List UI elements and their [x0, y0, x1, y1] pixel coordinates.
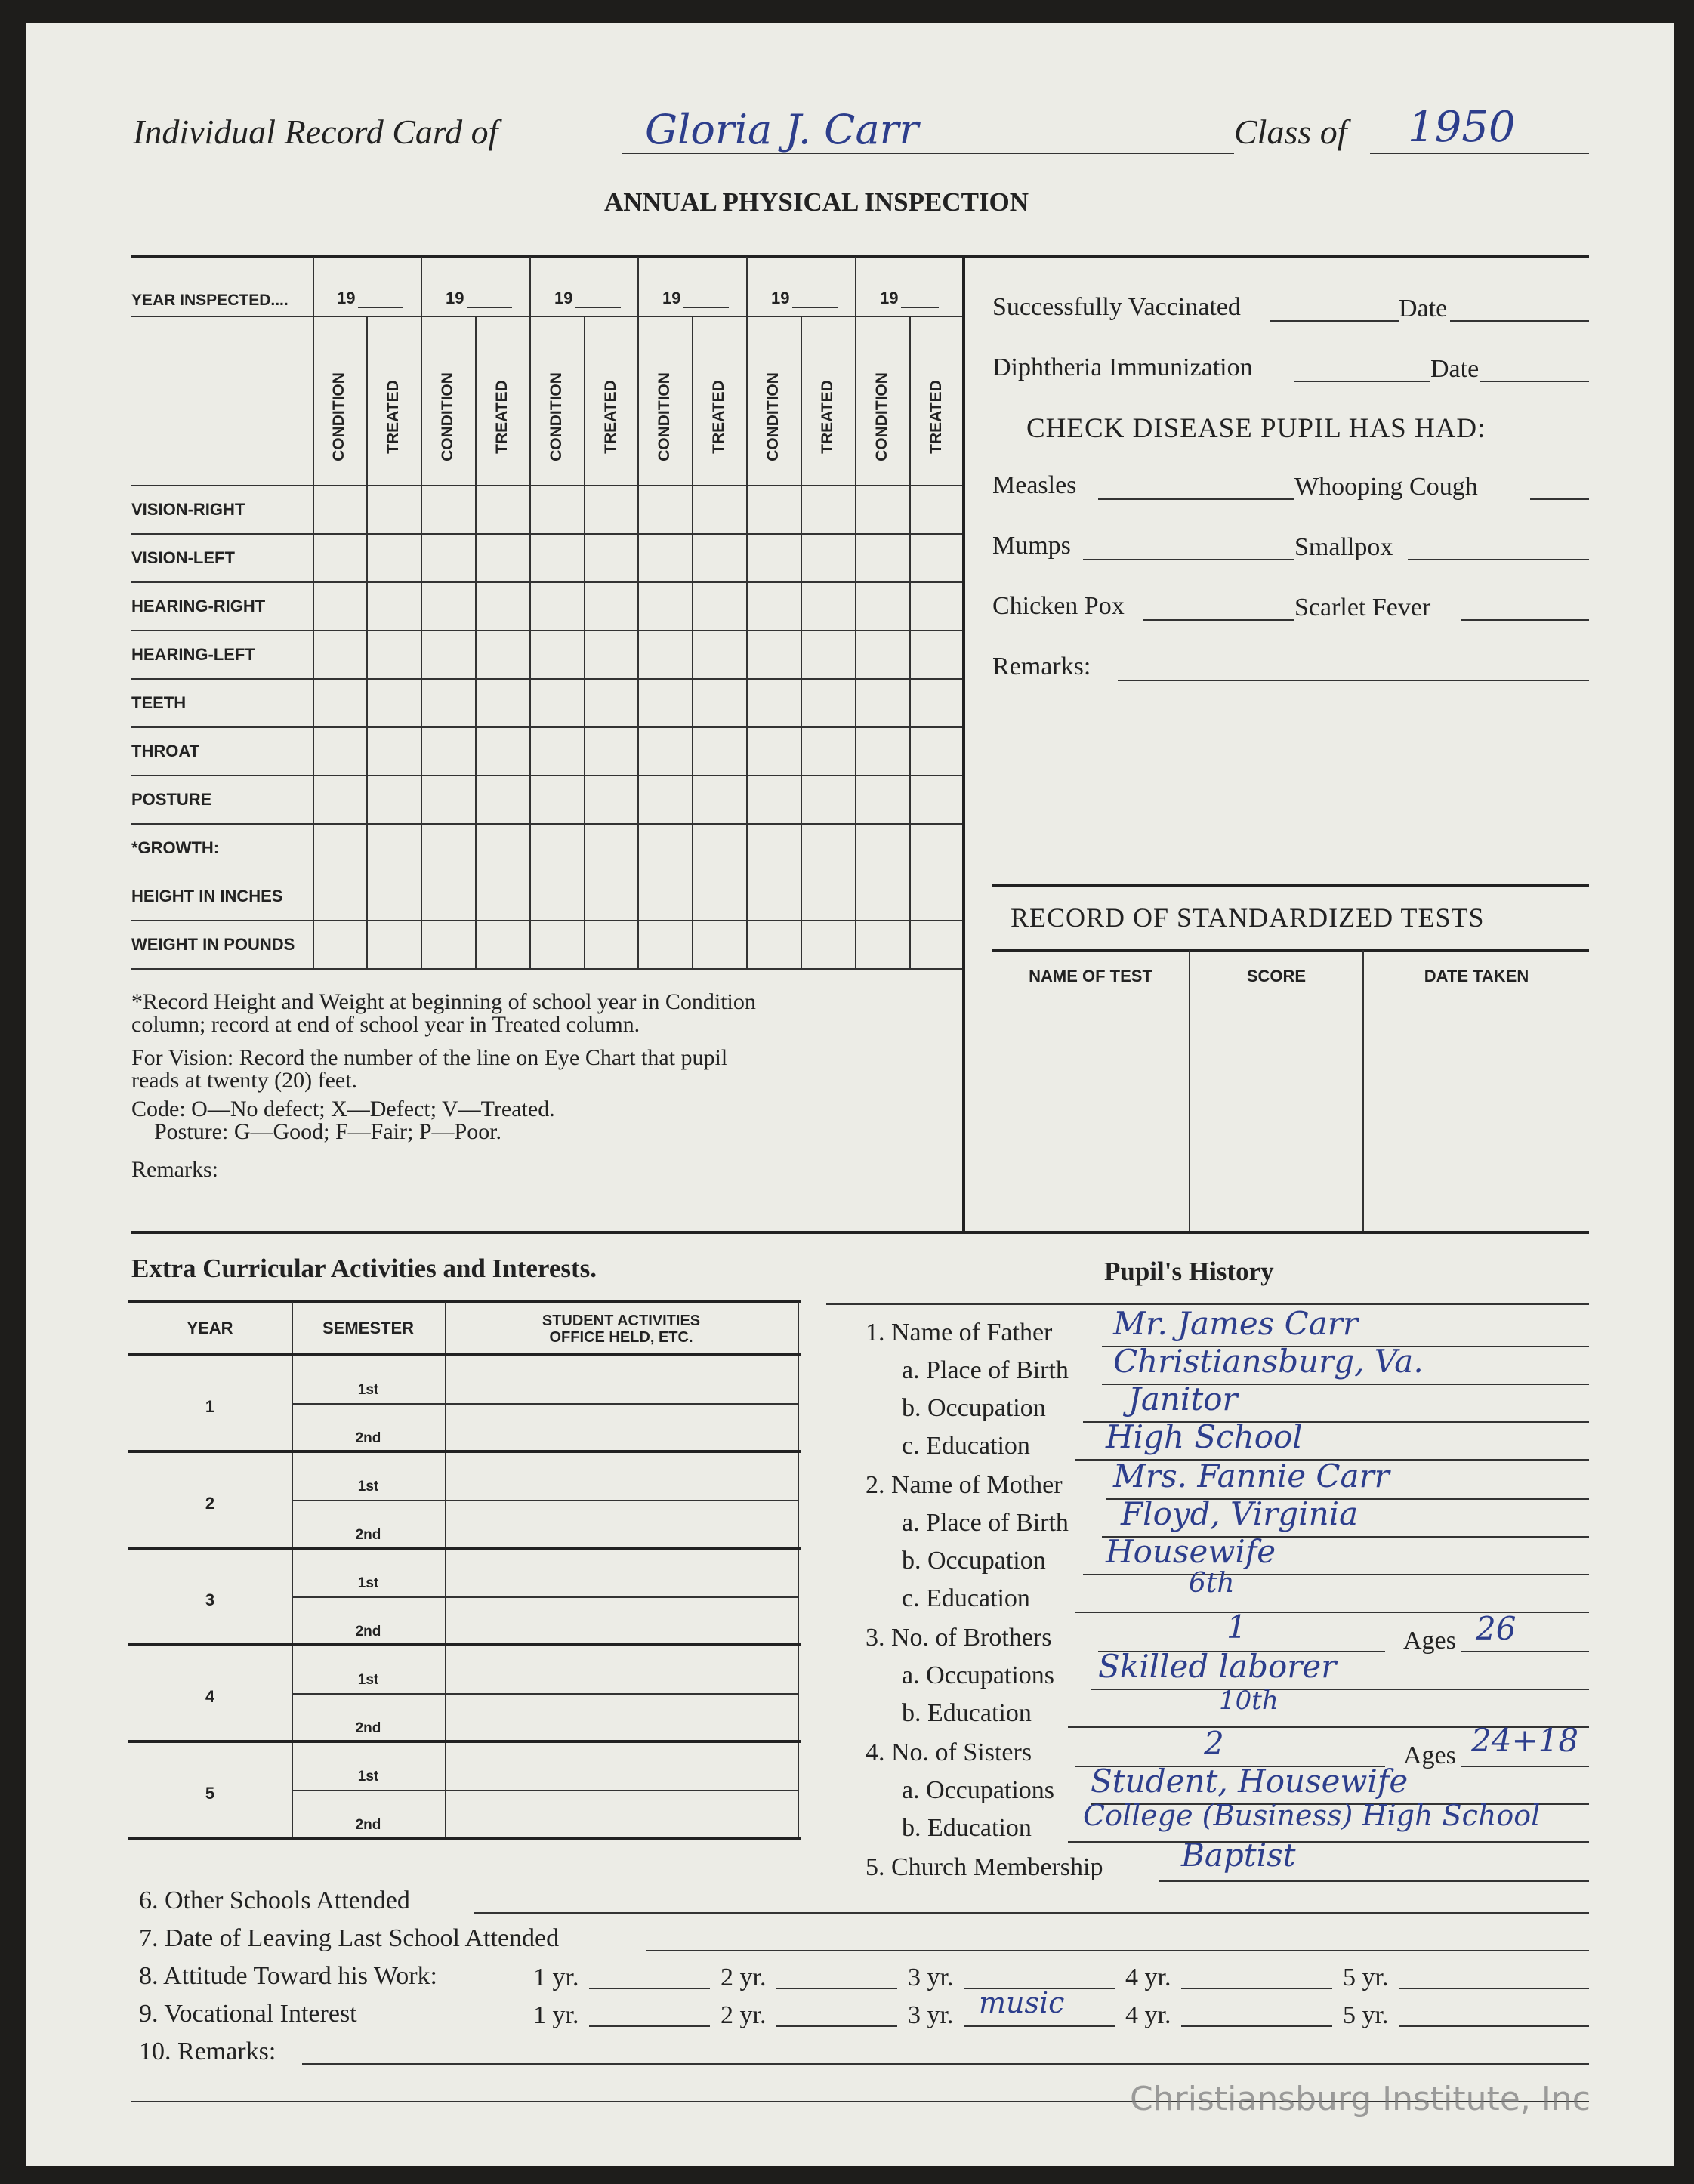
col-treated-3: TREATED: [602, 380, 619, 454]
year-3: 19: [554, 288, 573, 307]
year-row-line: [131, 316, 962, 317]
mother-occ-value: Housewife: [1106, 1533, 1276, 1570]
tests-col-name: NAME OF TEST: [1029, 967, 1152, 986]
check-disease-heading: CHECK DISEASE PUPIL HAS HAD:: [1026, 413, 1486, 444]
row-height: HEIGHT IN INCHES: [131, 887, 283, 905]
note-line-3: For Vision: Record the number of the line on Eye Chart that pupil: [131, 1045, 728, 1070]
brothers-ages-value: 26: [1476, 1610, 1517, 1647]
leaving-label: 7. Date of Leaving Last School Attended: [139, 1924, 560, 1952]
note-line-4: reads at twenty (20) feet.: [131, 1068, 358, 1093]
col-condition-3: CONDITION: [548, 372, 565, 461]
col-treated-1: TREATED: [384, 380, 402, 454]
col-condition-5: CONDITION: [764, 372, 782, 461]
disease-chicken-pox: Chicken Pox: [992, 592, 1125, 620]
sisters-value: 2: [1204, 1725, 1224, 1762]
father-label: 1. Name of Father: [866, 1319, 1053, 1346]
vaccinated-date-label: Date: [1399, 295, 1448, 322]
mother-label: 2. Name of Mother: [866, 1471, 1063, 1499]
grid-v-7: [692, 317, 693, 968]
sisters-edu-label: b. Education: [902, 1814, 1032, 1842]
class-label: Class of: [1234, 113, 1347, 151]
mother-birth-value: Floyd, Virginia: [1121, 1495, 1359, 1532]
col-condition-4: CONDITION: [656, 372, 673, 461]
disease-measles: Measles: [992, 471, 1077, 499]
sisters-ages-value: 24+18: [1471, 1722, 1579, 1759]
row-teeth: TEETH: [131, 693, 187, 712]
row-hearing-right: HEARING-RIGHT: [131, 597, 266, 615]
brothers-label: 3. No. of Brothers: [866, 1624, 1052, 1652]
brothers-edu-label: b. Education: [902, 1699, 1032, 1727]
grid-v-10: [855, 257, 856, 968]
record-card: Individual Record Card of Gloria J. Carr Class of 1950 ANNUAL PHYSICAL INSPECTION YEAR INSPECTED.... 19 19 19 19 19 19 CONDITION TREATED CONDITION TREATED CONDITION TREATED CONDITION TREATED CONDITION TREATED CONDITION TREATED VISION-RIGHT VISION-LEFT HEARING-RIGHT HEARING-LEFT TEETH THROAT POSTURE *GROWTH: HEIGHT IN INCHES WEIGHT IN POUNDS *Record Height and Weight at beginning of school year in Condition column; record at end of school year in Treated column. For Vision: Record the number of the line on Eye Chart that pupil reads at twenty (20) feet. Code: O—No defect; X—Defect; V—Treated. Posture: G—Good; F—Fair; P—Poor. Remarks: Successfully Vaccinated Date Diphtheria Immunization Date CHECK DISEASE PUPIL HAS HAD: Measles Whooping Cough Mumps Smallpox Chicken Pox Scarlet Fever Remarks: RECORD OF STANDARDIZED TESTS NAME OF TEST SCORE DATE TAKEN Extra Curricular Activities and Interests. YEAR SEMESTER STUDENT ACTIVITIES OFFICE HELD, ETC. 1 1st 2nd 2 1st 2nd 3 1st 2nd 4 1st 2nd 5 1st 2nd Pupil's History 1. Name of Father Mr. James Carr a. Place of Birth Christiansburg, Va. b. Occupation Janitor c. Education High School 2. Name of Mother Mrs. Fannie Carr a. Place of Birth Floyd, Virginia b. Occupation Housewife c. Education 6th 3. No. of Brothers 1 Ages 26 a. Occupations Skilled laborer b. Education 10th 4. No. of Sisters 2 Ages 24+18 a. Occupations Student, Housewife b. Education College (Business) High School 5. Church Membership Baptist 6. Other Schools Attended 7. Date of Leaving Last School Attended 8. Attitude Toward his Work: 1 yr. 2 yr. 3 yr. 4 yr. 5 yr. 9. Vocational Interest 1 yr. 2 yr. 3 yr. music 4 yr. 5 yr. 10. Remarks: Christiansburg Institute, Inc: [26, 23, 1674, 2166]
row-vision-right: VISION-RIGHT: [131, 500, 245, 519]
grid-v-4: [529, 257, 531, 968]
tests-col-date: DATE TAKEN: [1424, 967, 1529, 986]
extra-col-activities-1: STUDENT ACTIVITIES: [542, 1313, 701, 1329]
header-row-line: [131, 485, 962, 486]
year-4: 19: [662, 288, 681, 307]
extra-col-activities-2: OFFICE HELD, ETC.: [549, 1329, 693, 1346]
col-condition-1: CONDITION: [330, 372, 347, 461]
col-treated-4: TREATED: [710, 380, 727, 454]
diphtheria-label: Diphtheria Immunization: [992, 353, 1253, 381]
extra-year-1: 1: [205, 1397, 215, 1416]
mother-edu-value: 6th: [1189, 1568, 1235, 1599]
disease-smallpox: Smallpox: [1294, 533, 1393, 561]
note-line-6: Posture: G—Good; F—Fair; P—Poor.: [154, 1119, 502, 1144]
year-6: 19: [880, 288, 899, 307]
brothers-ages-label: Ages: [1403, 1627, 1456, 1655]
col-treated-5: TREATED: [819, 380, 836, 454]
extra-heading: Extra Curricular Activities and Interests.: [131, 1254, 597, 1283]
father-occ-value: Janitor: [1128, 1380, 1238, 1417]
vocational-value: music: [979, 1986, 1065, 2019]
vaccinated-label: Successfully Vaccinated: [992, 293, 1241, 321]
brothers-edu-value: 10th: [1219, 1686, 1279, 1716]
tests-col-score: SCORE: [1246, 967, 1307, 986]
student-name: Gloria J. Carr: [645, 106, 919, 153]
father-birth-label: a. Place of Birth: [902, 1356, 1069, 1384]
note-line-5: Code: O—No defect; X—Defect; V—Treated.: [131, 1097, 555, 1121]
sisters-edu-value: College (Business) High School: [1083, 1799, 1541, 1832]
form-title: ANNUAL PHYSICAL INSPECTION: [604, 187, 1029, 217]
sisters-occ-label: a. Occupations: [902, 1776, 1055, 1804]
extra-col-semester: SEMESTER: [322, 1319, 415, 1337]
diphtheria-date-label: Date: [1430, 355, 1480, 383]
sisters-label: 4. No. of Sisters: [866, 1738, 1032, 1766]
year-inspected-label: YEAR INSPECTED....: [131, 292, 289, 309]
tests-top-rule: [992, 884, 1589, 887]
grid-v-11: [909, 317, 911, 968]
church-label: 5. Church Membership: [866, 1853, 1103, 1881]
attitude-label: 8. Attitude Toward his Work:: [139, 1962, 438, 1990]
sisters-ages-label: Ages: [1403, 1741, 1456, 1769]
row-vision-left: VISION-LEFT: [131, 548, 235, 567]
other-schools-label: 6. Other Schools Attended: [139, 1886, 410, 1914]
sisters-occ-value: Student, Housewife: [1091, 1763, 1409, 1800]
vocational-label: 9. Vocational Interest: [139, 2000, 357, 2028]
note-line-1: *Record Height and Weight at beginning of school year in Condition: [131, 989, 756, 1014]
father-value: Mr. James Carr: [1113, 1305, 1358, 1342]
year-1: 19: [337, 288, 356, 307]
row-throat: THROAT: [131, 742, 200, 760]
col-treated-6: TREATED: [927, 380, 945, 454]
vaccination-remarks: Remarks:: [992, 652, 1091, 680]
history-heading: Pupil's History: [1104, 1257, 1274, 1286]
grid-v-0: [313, 257, 314, 968]
row-weight: WEIGHT IN POUNDS: [131, 935, 295, 954]
church-value: Baptist: [1181, 1837, 1296, 1874]
note-line-2: column; record at end of school year in Treated column.: [131, 1012, 640, 1037]
tests-header-rule: [992, 949, 1589, 952]
extra-year-5: 5: [205, 1784, 215, 1803]
father-birth-value: Christiansburg, Va.: [1113, 1343, 1424, 1380]
row-posture: POSTURE: [131, 790, 212, 809]
disease-scarlet-fever: Scarlet Fever: [1294, 594, 1431, 622]
row-growth: *GROWTH:: [131, 838, 220, 857]
mother-value: Mrs. Fannie Carr: [1113, 1458, 1390, 1495]
mother-birth-label: a. Place of Birth: [902, 1509, 1069, 1537]
class-year: 1950: [1408, 103, 1516, 152]
grid-v-5: [584, 317, 585, 968]
grid-v-3: [475, 317, 477, 968]
extra-year-4: 4: [205, 1687, 215, 1706]
grid-v-6: [637, 257, 639, 968]
section-rule: [131, 1231, 1589, 1234]
final-remarks-label: 10. Remarks:: [139, 2037, 276, 2065]
extra-col-year: YEAR: [187, 1319, 233, 1337]
top-rule: [131, 255, 1589, 258]
brothers-occ-label: a. Occupations: [902, 1661, 1055, 1689]
card-title-prefix: Individual Record Card of: [133, 113, 498, 151]
father-edu-value: High School: [1106, 1418, 1303, 1455]
grid-v-8: [746, 257, 748, 968]
mother-occ-label: b. Occupation: [902, 1547, 1046, 1575]
extra-year-2: 2: [205, 1494, 215, 1513]
disease-mumps: Mumps: [992, 532, 1071, 560]
tests-heading: RECORD OF STANDARDIZED TESTS: [1011, 902, 1485, 933]
center-divider: [962, 255, 965, 1232]
grid-v-2: [421, 257, 422, 968]
col-treated-2: TREATED: [493, 380, 511, 454]
mother-edu-label: c. Education: [902, 1584, 1030, 1612]
father-edu-label: c. Education: [902, 1432, 1030, 1460]
grid-v-1: [366, 317, 368, 968]
watermark: Christiansburg Institute, Inc: [1130, 2080, 1591, 2118]
brothers-occ-value: Skilled laborer: [1098, 1648, 1337, 1685]
grid-v-9: [801, 317, 802, 968]
father-occ-label: b. Occupation: [902, 1394, 1046, 1422]
note-remarks: Remarks:: [131, 1157, 218, 1182]
col-condition-2: CONDITION: [439, 372, 456, 461]
col-condition-6: CONDITION: [873, 372, 890, 461]
class-underline: [1370, 153, 1589, 154]
year-5: 19: [771, 288, 790, 307]
disease-whooping-cough: Whooping Cough: [1294, 473, 1478, 501]
extra-year-3: 3: [205, 1590, 215, 1609]
row-hearing-left: HEARING-LEFT: [131, 645, 255, 664]
brothers-value: 1: [1227, 1609, 1247, 1646]
year-2: 19: [446, 288, 464, 307]
